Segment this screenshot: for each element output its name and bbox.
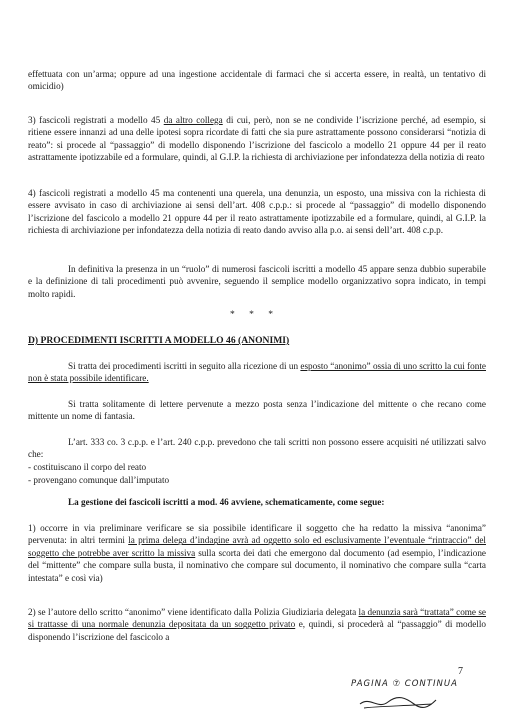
paragraph-step-1 [28,522,486,584]
paragraph-item-4 [28,187,486,237]
list-item-text: - costituiscano il corpo del reato [28,462,147,472]
paragraph-text: di cui, però, non se ne condivide l’iscrizione perché, ad esempio, si ritiene essere innanzi ad una delle ipotesi sopra ricordate di fatti che sia pure astrattamente possono considerarsi “notizia di reato”: si procede al “passaggio” di modello disponendo l’iscrizione del fascicolo a modello 21 oppure 44 per il reato astrattamente ipotizzabile ed a formulare, quindi, al G.I.P. la richiesta di archiviazione per infondatezza della notizia di reato [28,115,486,163]
paragraph-text: sulla scorta dei dati che emergono dal documento (ad esempio, l’indicazione del “mittente” che compare sulla busta, il nominativo che compare sul documento, il nominativo che compare sulla “carta intestata” e così via) [28,547,486,583]
paragraph-conclusion [28,263,486,300]
paragraph-articles [28,436,486,461]
paragraph-text: L’art. 333 co. 3 c.p.p. e l’art. 240 c.p.p. prevedono che tali scritti non possono essere acquisiti né utilizzati salvo che: [28,437,486,460]
section-separator: * * * [230,310,279,320]
paragraph-letters [28,398,486,423]
paragraph-text: 4) fascicoli registrati a modello 45 ma contenenti una querela, una denunzia, un esposto, una missiva con la richiesta di essere avvisato in caso di archiviazione ai sensi dell’art. 408 c.p.p.: si procede al “passaggio” di modello disponendo l’iscrizione del fascicolo a modello 21 oppure 44 per il reato astrattamente ipotizzabile ed a formulare, quindi, al G.I.P. la richiesta di archiviazione per infondatezza della notizia di reato dando avviso alla p.o. ai sensi dell’art. 408 c.p.p. [28,188,486,236]
paragraph-item-3 [28,114,486,164]
paragraph-text: Si tratta dei procedimenti iscritti in seguito alla ricezione di un [68,361,301,371]
handwritten-note: PAGINA ⑦ CONTINUA [351,679,458,689]
paragraph-anonymous-definition [28,360,486,385]
signature-icon [358,692,438,714]
list-item-text: - provengano comunque dall’imputato [28,475,170,485]
paragraph-bold-intro [68,496,486,508]
paragraph-text: 3) fascicoli registrati a modello 45 [28,115,164,125]
paragraph-continuation [28,68,486,93]
list-item [28,474,486,486]
section-heading: D) PROCEDIMENTI ISCRITTI A MODELLO 46 (ANONIMI) [28,335,290,346]
list-item [28,461,486,473]
page-number: 7 [458,666,463,677]
paragraph-text: Si tratta solitamente di lettere pervenute a mezzo posta senza l’indicazione del mittente o che recano come mittente un nome di fantasia. [28,399,486,422]
paragraph-text: effettuata con un’arma; oppure ad una ingestione accidentale di farmaci che si accerta essere, in realtà, un tentativo di omicidio) [28,69,486,92]
underlined-text: la denunzia sarà “trattata” come se si trattasse di una normale denunzia depositata da un soggetto privato [28,607,486,630]
underlined-text: esposto “anonimo” ossia di uno scritto la cui fonte non è stata possibile identificare. [28,361,486,384]
paragraph-step-2 [28,606,486,643]
paragraph-text: e, quindi, si procederà al “passaggio” di modello disponendo l’iscrizione del fascicolo a [28,619,486,642]
paragraph-text: In definitiva la presenza in un “ruolo” di numerosi fascicoli iscritti a modello 45 appare senza dubbio superabile e la definizione di tali procedimenti può avvenire, seguendo il semplice modello organizzativo sopra indicato, in tempi molto rapidi. [28,264,486,299]
paragraph-text: La gestione dei fascicoli iscritti a mod. 46 avviene, schematicamente, come segue: [68,497,385,507]
underlined-text: da altro collega [163,115,223,125]
paragraph-text: 1) occorre in via preliminare verificare se sia possibile identificare il soggetto che ha redatto la missiva “anonima” pervenuta: in altri termini [28,523,486,546]
underlined-text: la prima delega d’indagine avrà ad oggetto solo ed esclusivamente l’eventuale “rintraccio” del soggetto che potrebbe aver scritto la missiva [28,535,486,558]
paragraph-text: 2) se l’autore dello scritto “anonimo” viene identificato dalla Polizia Giudiziaria delegata [28,607,359,617]
